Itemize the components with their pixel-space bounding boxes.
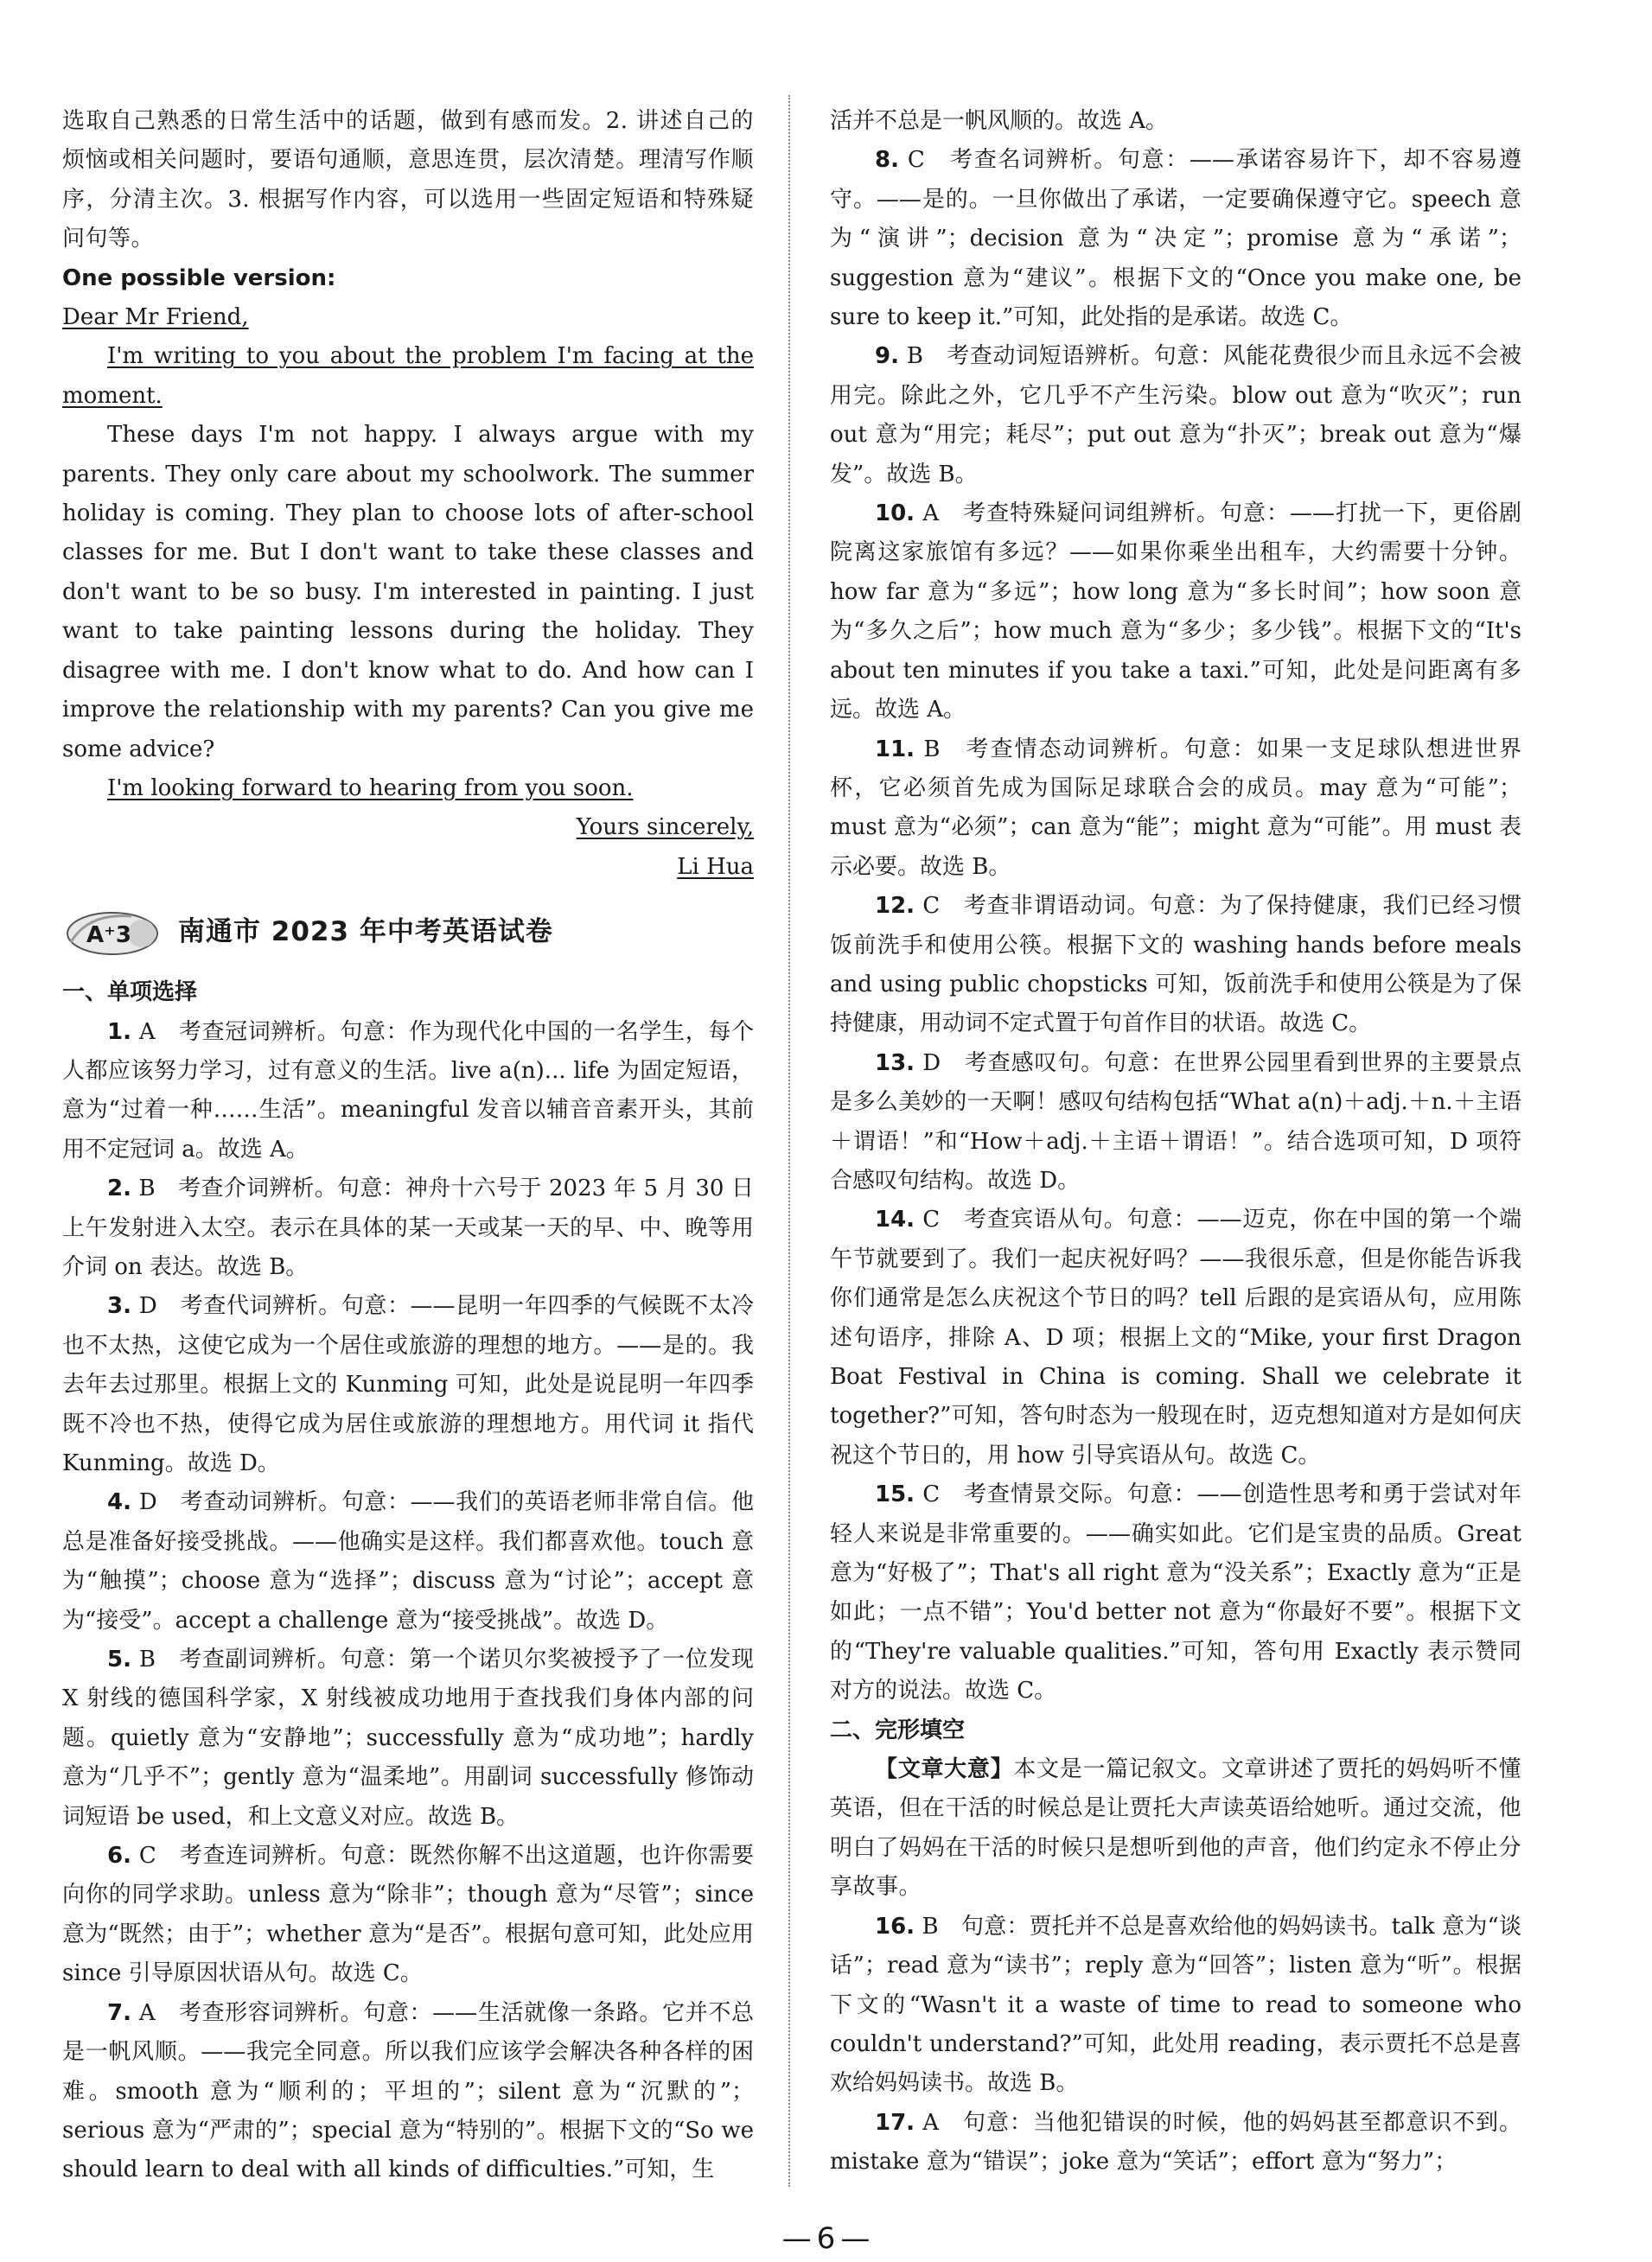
answer-item: 17. A 句意：当他犯错误的时候，他的妈妈甚至都意识不到。mistake 意为“错误”；joke 意为“笑话”；effort 意为“努力”； [830, 2109, 1522, 2176]
letter-salutation: Dear Mr Friend, [62, 304, 249, 331]
writing-tips: 选取自己熟悉的日常生活中的话题，做到有感而发。2. 讲述自己的烦恼或相关问题时，要语句通顺，意思连贯，层次清楚。理清写作顺序，分清主次。3. 根据写作内容，可以选用一些固定短语和特殊疑问句等。 [62, 108, 754, 252]
answer-item: 14. C 考查宾语从句。句意：——迈克，你在中国的第一个端午节就要到了。我们一起庆祝好吗？——我很乐意，但是你能告诉我你们通常是怎么庆祝这个节日的吗？tell 后跟的是宾语从句，应用陈述句语序，排除 A、D 项；根据上文的“Mike, your first Dragon Boat Festival in China is coming. Shall we celebrate it together?”可知，答句时态为一般现在时，迈克想知道对方是如何庆祝这个节日的，用 how 引导宾语从句。故选 C。 [830, 1207, 1521, 1469]
answer-item: 11. B 考查情态动词辨析。句意：如果一支足球队想进世界杯，它必须首先成为国际足球联合会的成员。may 意为“可能”；must 意为“必须”；can 意为“能”；might 意为“可能”。用 must 表示必要。故选 B。 [830, 736, 1522, 880]
page-number: — 6 — [781, 2221, 871, 2256]
article-summary: 【文章大意】本文是一篇记叙文。文章讲述了贾托的妈妈听不懂英语，但在干活的时候总是让贾托大声读英语给她听。通过交流，他明白了妈妈在干活的时候只是想听到他的声音，他们约定永不停止分享故事。 [830, 1756, 1521, 1901]
letter-body: These days I'm not happy. I always argue with my parents. They only care about my schoolwork. The summer holiday is coming. They plan to choose lots of after-school classes for me. But I don't want to take these classes and don't want to be so busy. I'm interested in painting. I just want to take painting lessons during the holiday. They disagree with me. I don't know what to do. And how can I improve the relationship with my parents? Can you give me some advice? [62, 422, 754, 762]
answer-item: 2. B 考查介词辨析。句意：神舟十六号于 2023 年 5 月 30 日上午发射进入太空。表示在具体的某一天或某一天的早、中、晚等用介词 on 表达。故选 B。 [62, 1176, 755, 1280]
letter-closing: I'm looking forward to hearing from you soon. [107, 774, 634, 801]
answer-item: 12. C 考查非谓语动词。句意：为了保持健康，我们已经习惯饭前洗手和使用公筷。根据下文的 washing hands before meals and using public chopsticks 可知，饭前洗手和使用公筷是为了保持健康，用动词不定式置于句首作目的状语。故选 C。 [830, 893, 1521, 1037]
answer-item: 6. C 考查连词辨析。句意：既然你解不出这道题，也许你需要向你的同学求助。unless 意为“除非”；though 意为“尽管”；since 意为“既然；由于”；whether 意为“是否”。根据句意可知，此处应用 since 引导原因状语从句。故选 C。 [62, 1843, 754, 1987]
exam-title-row [62, 906, 754, 959]
answer-item: 9. B 考查动词短语辨析。句意：风能花费很少而且永远不会被用完。除此之外，它几乎不产生污染。blow out 意为“吹灭”；run out 意为“用完；耗尽”；put out 意为“扑灭”；break out 意为“爆发”。故选 B。 [830, 343, 1522, 487]
letter-signature: Li Hua [677, 853, 754, 880]
section-cloze: 二、完形填空 [830, 1717, 966, 1743]
section-single-choice: 一、单项选择 [62, 979, 198, 1006]
answer-item: 7. A 考查形容词辨析。句意：——生活就像一条路。它并不总是一帆风顺。——我完全同意。所以我们应该学会解决各种各样的困难。smooth 意为“顺利的；平坦的”；silent 意为“沉默的”；serious 意为“严肃的”；special 意为“特别的”。根据下文的“So we should learn to deal with all kinds of difficulties.”可知，生 [62, 1999, 754, 2183]
exam-title: 南通市 2023 年中考英语试卷 [178, 916, 553, 948]
left-column [62, 102, 754, 2190]
answer-item: 13. D 考查感叹句。句意：在世界公园里看到世界的主要景点是多么美妙的一天啊！感叹句结构包括“What a(n)＋adj.＋n.＋主语＋谓语！”和“How＋adj.＋主语＋谓语！”。结合选项可知，D 项符合感叹句结构。故选 D。 [830, 1049, 1522, 1194]
continued-text: 活并不总是一帆风顺的。故选 A。 [830, 108, 1169, 134]
right-column [830, 102, 1521, 2182]
answer-item: 10. A 考查特殊疑问词组辨析。句意：——打扰一下，更俗剧院离这家旅馆有多远？——如果你乘坐出租车，大约需要十分钟。how far 意为“多远”；how long 意为“多长时间”；how soon 意为“多久之后”；how much 意为“多少；多少钱”。根据下文的“It's about ten minutes if you take a taxi.”可知，此处是问距离有多远。故选 A。 [830, 500, 1522, 723]
answer-item: 8. C 考查名词辨析。句意：——承诺容易许下，却不容易遵守。——是的。一旦你做出了承诺，一定要确保遵守它。speech 意为“演讲”；decision 意为“决定”；promise 意为“承诺”；suggestion 意为“建议”。根据下文的“Once you make one, be sure to keep it.”可知，此处指的是承诺。故选 C。 [830, 147, 1522, 331]
letter-opening: I'm writing to you about the problem I'm facing at the moment. [62, 343, 754, 409]
column-divider [788, 95, 790, 2187]
answer-item: 3. D 考查代词辨析。句意：——昆明一年四季的气候既不太冷也不太热，这使它成为一个居住或旅游的理想的地方。——是的。我去年去过那里。根据上文的 Kunming 可知，此处是说昆明一年四季既不冷也不热，使得它成为居住或旅游的理想地方。用代词 it 指代 Kunming。故选 D。 [62, 1293, 754, 1476]
answer-item: 1. A 考查冠词辨析。句意：作为现代化中国的一名学生，每个人都应该努力学习，过有意义的生活。live a(n)... life 为固定短语，意为“过着一种……生活”。meaningful 发音以辅音音素开头，其前用不定冠词 a。故选 A。 [62, 1018, 755, 1163]
answer-item: 16. B 句意：贾托并不总是喜欢给他的妈妈读书。talk 意为“谈话”；read 意为“读书”；reply 意为“回答”；listen 意为“听”。根据下文的“Wasn't it a waste of time to read to someone who couldn't understand?”可知，此处用 reading，表示贾托不总是喜欢给妈妈读书。故选 B。 [830, 1913, 1522, 2097]
answer-item: 5. B 考查副词辨析。句意：第一个诺贝尔奖被授予了一位发现 X 射线的德国科学家，X 射线被成功地用于查找我们身体内部的问题。quietly 意为“安静地”；successfully 意为“成功地”；hardly 意为“几乎不”；gently 意为“温柔地”。用副词 successfully 修饰动词短语 be used，和上文意义对应。故选 B。 [62, 1647, 755, 1830]
answer-item: 15. C 考查情景交际。句意：——创造性思考和勇于尝试对年轻人来说是非常重要的。——确实如此。它们是宝贵的品质。Great 意为“好极了”；That's all right 意为“没关系”；Exactly 意为“正是如此；一点不错”；You'd better not 意为“你最好不要”。根据下文的“They're valuable qualities.”可知，答句用 Exactly 表示赞同对方的说法。故选 C。 [830, 1481, 1521, 1704]
version-heading: One possible version: [62, 264, 336, 291]
badge-icon [62, 908, 166, 958]
letter-signoff: Yours sincerely, [576, 814, 754, 841]
badge-label: A⁺3 [86, 922, 131, 949]
answer-item: 4. D 考查动词辨析。句意：——我们的英语老师非常自信。他总是准备好接受挑战。——他确实是这样。我们都喜欢他。touch 意为“触摸”；choose 意为“选择”；discuss 意为“讨论”；accept 意为“接受”。accept a challenge 意为“接受挑战”。故选 D。 [62, 1489, 754, 1634]
